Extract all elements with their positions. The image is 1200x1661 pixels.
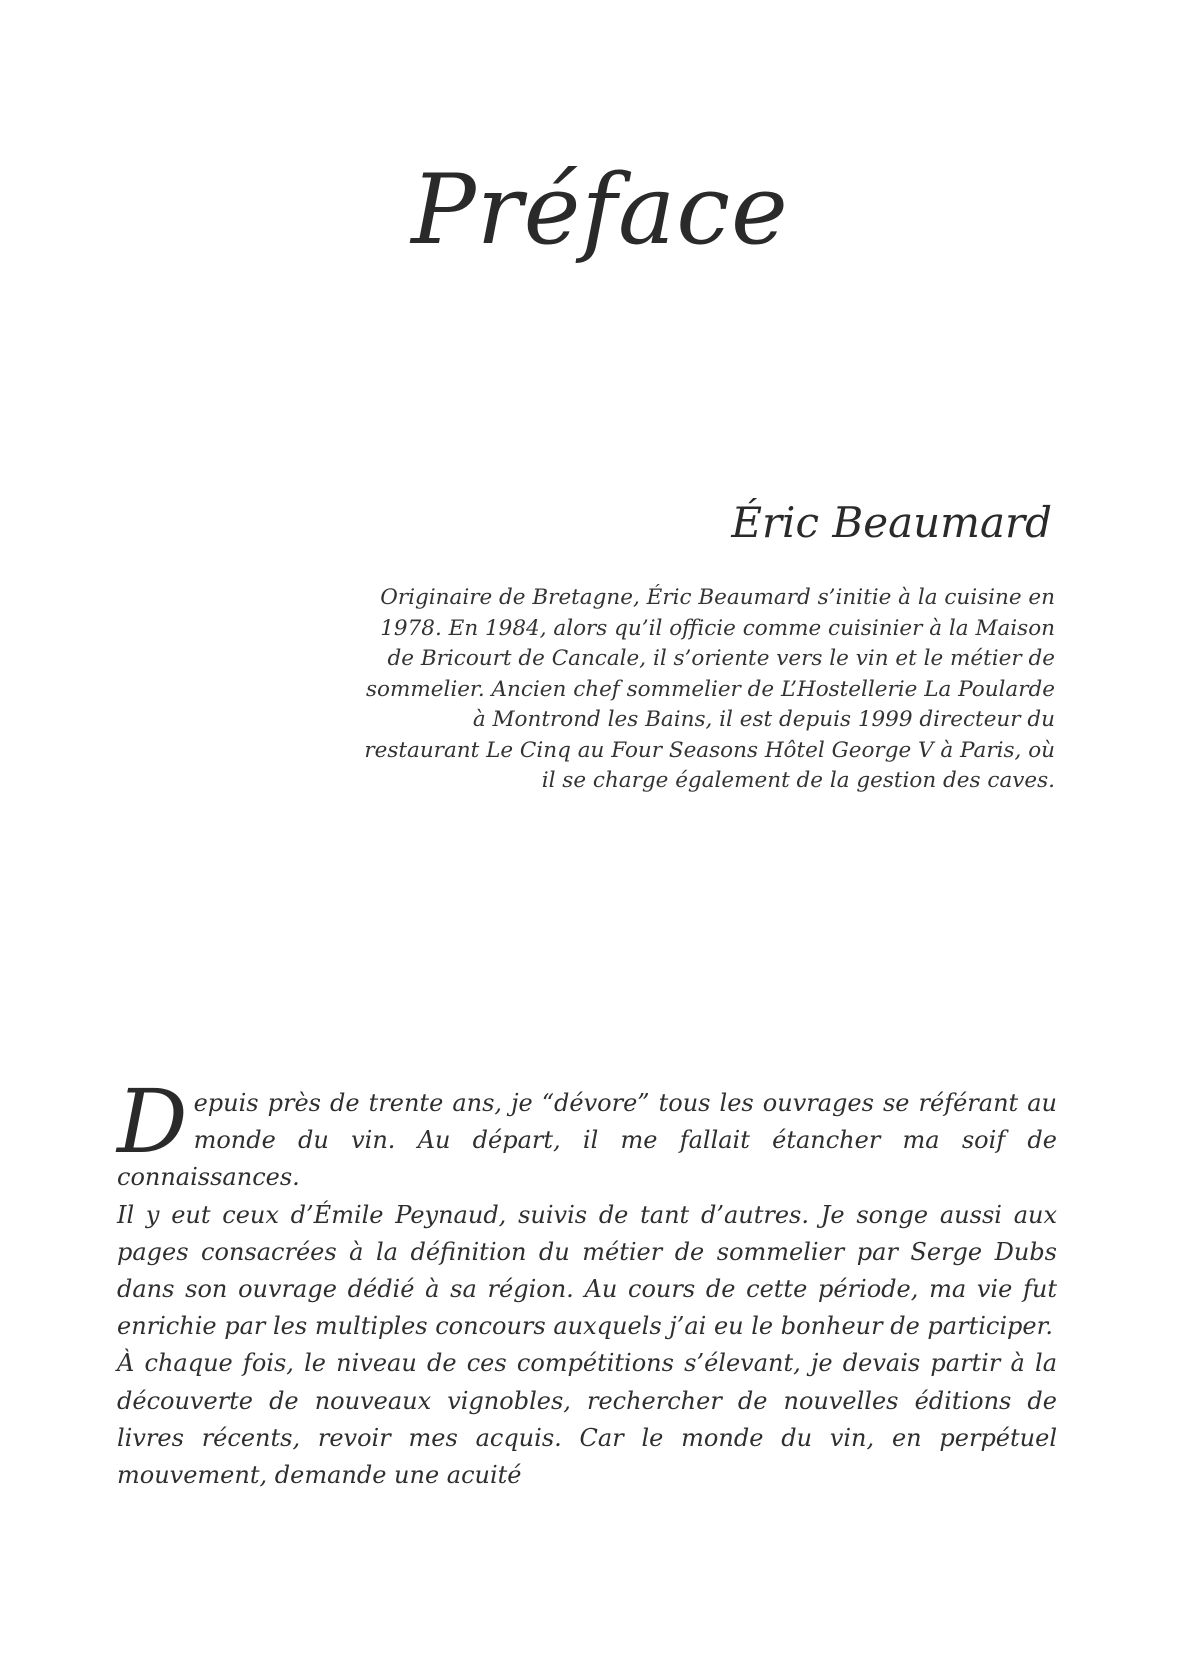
page-title: Préface [411,154,789,266]
body-paragraph-2: Il y eut ceux d’Émile Peynaud, suivis de tant d’autres. Je songe aussi aux pages consacrées à la définition du métier de sommelier par Serge Dubs dans son ouvrage dédié à sa région. Au cours de cette période, ma vie fut enrichie par les multiples concours auxquels j’ai eu le bonheur de participer. [117,1200,1057,1341]
body-paragraph-3: À chaque fois, le niveau de ces compétitions s’élevant, je devais partir à la découverte de nouveaux vignobles, rechercher de nouvelles éditions de livres récents, revoir mes acquis. Car le monde du vin, en perpétuel mouvement, demande une acuité [117,1349,1057,1490]
preface-body [117,1070,1057,1494]
body-paragraph-1-text: epuis près de trente ans, je “dévore” tous les ouvrages se référant au monde du vin. Au départ, il me fallait étancher ma soif de connaissances. [117,1089,1057,1192]
body-paragraph-1 [117,1070,1057,1197]
author-bio: Originaire de Bretagne, Éric Beaumard s’initie à la cuisine en 1978. En 1984, alors qu’il officie comme cuisinier à la Maison de Bricourt de Cancale, il s’oriente vers le vin et le métier de sommelier. Ancien chef sommelier de L’Hostellerie La Poularde à Montrond les Bains, il est depuis 1999 directeur du restaurant Le Cinq au Four Seasons Hôtel George V à Paris, où il se charge également de la gestion des caves. [364,585,1055,793]
author-name: Éric Beaumard [731,498,1052,547]
drop-cap: D [117,1070,188,1173]
